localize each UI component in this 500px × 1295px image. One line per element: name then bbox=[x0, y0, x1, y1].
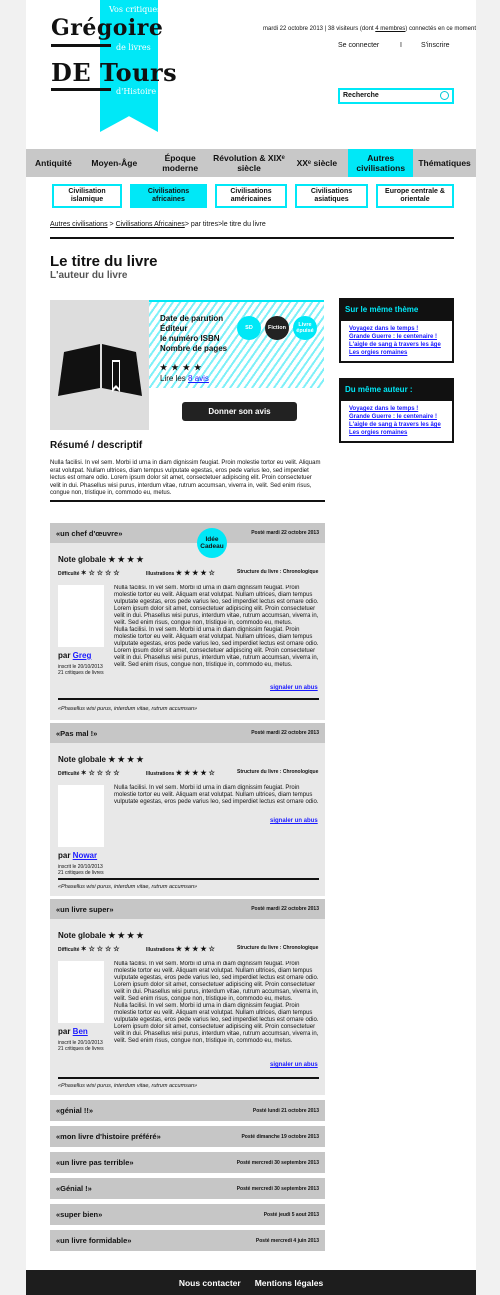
review-structure: Structure du livre : Chronologique bbox=[237, 569, 319, 575]
legal-link[interactable]: Mentions légales bbox=[254, 1277, 324, 1288]
badge-epuise: Livre épuisé bbox=[293, 316, 317, 340]
main-nav bbox=[26, 149, 476, 177]
same-author-title: Du même auteur : bbox=[341, 380, 452, 401]
nav-item-antiquite[interactable]: Antiquité bbox=[35, 158, 72, 168]
nav-item-moyen-age[interactable]: Moyen-Âge bbox=[91, 158, 138, 168]
detail-pages: Nombre de pages bbox=[160, 344, 228, 353]
user-link-nowar[interactable]: Nowar bbox=[72, 851, 98, 860]
summary-heading: Résumé / descriptif bbox=[50, 440, 143, 451]
review-score: Note globale ★ ★ ★ ★ bbox=[58, 555, 144, 564]
review-score: Note globale ★ ★ ★ ★ bbox=[58, 755, 144, 764]
review-card-2 bbox=[50, 723, 325, 896]
review-text: Nulla facilisi. In vel sem. Morbi id urna in diam dignissim feugiat. Proin molestie tortor eu velit. Aliquam erat volutpat. Nullam ultrices, diam tempus vulputate egestas, eros pede varius leo, sed imperdiet lectus est ornare odio. bbox=[114, 785, 319, 805]
review-quote: «Phasellus wisi purus, interdum vitae, rutrum accumsan» bbox=[58, 884, 198, 890]
logo-line-1[interactable]: Grégoire bbox=[51, 15, 164, 41]
review-author: par Nowar bbox=[58, 851, 98, 860]
review-author: par Greg bbox=[58, 651, 92, 660]
review-member-since: inscrit le 20/10/2013 bbox=[58, 664, 103, 670]
nav-item-epoque-moderne[interactable]: Époque moderne bbox=[162, 153, 199, 173]
same-theme-box bbox=[339, 298, 454, 363]
report-abuse-link[interactable]: signaler un abus bbox=[270, 818, 318, 824]
report-abuse-link[interactable]: signaler un abus bbox=[270, 1062, 318, 1068]
review-difficulty: Difficulté ✶ ☆ ☆ ☆ ☆ bbox=[58, 770, 120, 777]
subnav-asiatiques[interactable]: Civilisations asiatiques bbox=[295, 184, 368, 208]
review-quote: «Phasellus wisi purus, interdum vitae, rutrum accumsan» bbox=[58, 706, 198, 712]
avatar bbox=[58, 961, 104, 1023]
review-date: Posté mardi 22 octobre 2013 bbox=[251, 530, 319, 536]
review-score: Note globale ★ ★ ★ ★ bbox=[58, 931, 144, 940]
review-card-1 bbox=[50, 523, 325, 720]
badge-fiction: Fiction bbox=[265, 316, 289, 340]
review-count: 21 critiques de livres bbox=[58, 1046, 104, 1052]
nav-item-revolution[interactable]: Révolution & XIXᵉ siècle bbox=[213, 153, 285, 173]
avatar bbox=[58, 785, 104, 847]
author-link-1[interactable]: Voyagez dans le temps ! bbox=[349, 406, 419, 412]
subnav-americaines[interactable]: Civilisations américaines bbox=[215, 184, 287, 208]
review-illustrations: Illustrations ★ ★ ★ ★ ☆ bbox=[146, 946, 215, 953]
user-link-greg[interactable]: Greg bbox=[72, 651, 92, 660]
review-title: «un chef d'œuvre» bbox=[56, 528, 123, 538]
review-structure: Structure du livre : Chronologique bbox=[237, 945, 319, 951]
logo-tagline-3: d'Histoire bbox=[116, 87, 157, 96]
contact-link[interactable]: Nous contacter bbox=[178, 1277, 241, 1288]
review-divider bbox=[58, 1077, 319, 1079]
read-reviews-link[interactable]: 8 avis bbox=[188, 374, 209, 383]
detail-editor: Éditeur bbox=[160, 324, 188, 333]
logo-bar-2 bbox=[51, 88, 111, 91]
review-member-since: inscrit le 20/10/2013 bbox=[58, 1040, 103, 1046]
footer bbox=[26, 1270, 476, 1295]
review-count: 21 critiques de livres bbox=[58, 870, 104, 876]
nav-item-autres-civilisations[interactable]: Autres civilisations bbox=[348, 149, 413, 177]
review-date: Posté mardi 22 octobre 2013 bbox=[251, 730, 319, 736]
review-count: 21 critiques de livres bbox=[58, 670, 104, 676]
review-title: «un livre super» bbox=[56, 904, 114, 914]
subnav-europe[interactable]: Europe centrale & orientale bbox=[376, 184, 454, 208]
logo-bar-1 bbox=[51, 44, 111, 47]
book-title: Le titre du livre bbox=[50, 253, 158, 270]
search-input[interactable]: Recherche bbox=[338, 88, 454, 104]
breadcrumb-divider bbox=[50, 237, 454, 239]
logo-tagline-1: Vos critiques bbox=[109, 5, 162, 14]
summary-text: Nulla facilisi. In vel sem. Morbi id urna in diam dignissim feugiat. Proin molestie tortor eu velit. Aliquam erat volutpat. Nullam ultrices, diam tempus vulputate egestas, eros pede varius leo, sed imperdiet lectus est ornare odio. Lorem ipsum dolor sit amet, consectetuer adipiscing elit. Proin consectetuer velit in dui. Phasellus wisi purus, interdum vitae, rutrum accumsan, viverra in, velit. Sed enim risus, congue non, tristique in, commodo eu, metus. bbox=[50, 460, 321, 496]
author-link-3[interactable]: L'aigle de sang à travers les âge bbox=[349, 422, 441, 428]
book-author: L'auteur du livre bbox=[50, 270, 128, 281]
review-text: Nulla facilisi. In vel sem. Morbi id urna in diam dignissim feugiat. Proin molestie tortor eu velit. Aliquam erat volutpat. Nullam ultrices, diam tempus vulputate egestas, eros pede varius leo, sed imperdiet lectus est ornare odio. Lorem ipsum dolor sit amet, consectetuer adipiscing elit. Proin consectetuer velit in dui. Phasellus wisi purus, interdum vitae, rutrum accumsan, viverra in, velit. Sed enim risus, congue non, tristique in, commodo eu, metus. Nulla facilisi. In vel sem. Morbi id urna in diam dignissim feugiat. Proin molestie tortor eu velit. Aliquam erat volutpat. Nullam ultrices, diam tempus vulputate egestas, eros pede varius leo, sed imperdiet lectus est ornare odio. Lorem ipsum dolor sit amet, consectetuer adipiscing elit. Proin consectetuer velit in dui. Phasellus wisi purus, interdum vitae, rutrum accumsan, viverra in, velit. Sed enim risus, congue non, tristique in, commodo eu, metus. bbox=[114, 961, 319, 1044]
author-link-4[interactable]: Les orgies romaines bbox=[349, 430, 408, 436]
book-icon bbox=[50, 300, 149, 430]
breadcrumb: Autres civilisations > Civilisations Africaines> par titres>le titre du livre bbox=[50, 221, 266, 228]
detail-date: Date de parution bbox=[160, 314, 224, 323]
review-header bbox=[50, 723, 325, 743]
report-abuse-link[interactable]: signaler un abus bbox=[270, 685, 318, 691]
avatar bbox=[58, 585, 104, 647]
review-header bbox=[50, 899, 325, 919]
visitor-info: mardi 22 octobre 2013 | 38 visiteurs (dont 4 membres) connectés en ce moment bbox=[262, 26, 476, 32]
author-link-2[interactable]: Grande Guerre : le centenaire ! bbox=[349, 414, 438, 420]
review-illustrations: Illustrations ★ ★ ★ ★ ☆ bbox=[146, 770, 215, 777]
breadcrumb-link-africaines[interactable]: Civilisations Africaines bbox=[115, 221, 185, 228]
review-date: Posté mardi 22 octobre 2013 bbox=[251, 906, 319, 912]
review-collapsed-3[interactable]: «un livre pas terrible» Posté mercredi 30 septembre 2013 bbox=[50, 1152, 325, 1173]
nav-item-xx-siecle[interactable]: XXᵉ siècle bbox=[296, 158, 338, 168]
detail-isbn: le numéro ISBN bbox=[160, 334, 220, 343]
review-title: «Pas mal !» bbox=[56, 728, 98, 738]
review-author: par Ben bbox=[58, 1027, 88, 1036]
logo-tagline-2: de livres bbox=[116, 43, 151, 52]
theme-link-1[interactable]: Voyagez dans le temps ! bbox=[349, 326, 419, 332]
review-header bbox=[50, 523, 325, 543]
signup-link[interactable]: S'inscrire bbox=[421, 42, 450, 49]
badge-sd: SD bbox=[237, 316, 261, 340]
review-divider bbox=[58, 698, 319, 700]
book-cover bbox=[50, 300, 149, 430]
book-rating-stars: ★ ★ ★ ★ bbox=[160, 363, 203, 372]
subnav-africaines[interactable]: Civilisations africaines bbox=[130, 184, 207, 208]
review-divider bbox=[58, 878, 319, 880]
theme-link-2[interactable]: Grande Guerre : le centenaire ! bbox=[349, 334, 438, 340]
header-separator: I bbox=[400, 42, 402, 49]
review-card-3 bbox=[50, 899, 325, 1095]
same-theme-title: Sur le même thème bbox=[341, 300, 452, 321]
breadcrumb-link-autres[interactable]: Autres civilisations bbox=[50, 221, 108, 228]
login-link[interactable]: Se connecter bbox=[338, 42, 380, 49]
logo-line-2[interactable]: DE Tours bbox=[51, 58, 178, 87]
review-quote: «Phasellus wisi purus, interdum vitae, rutrum accumsan» bbox=[58, 1083, 198, 1089]
review-difficulty: Difficulté ✶ ☆ ☆ ☆ ☆ bbox=[58, 570, 120, 577]
review-collapsed-2[interactable]: «mon livre d'histoire préféré» Posté dimanche 19 octobre 2013 bbox=[50, 1126, 325, 1147]
review-difficulty: Difficulté ✶ ☆ ☆ ☆ ☆ bbox=[58, 946, 120, 953]
review-illustrations: Illustrations ★ ★ ★ ★ ☆ bbox=[146, 570, 215, 577]
same-author-box bbox=[339, 378, 454, 443]
review-collapsed-5[interactable]: «super bien» Posté jeudi 5 aout 2013 bbox=[50, 1204, 325, 1225]
review-collapsed-4[interactable]: «Génial !» Posté mercredi 30 septembre 2013 bbox=[50, 1178, 325, 1199]
theme-link-4[interactable]: Les orgies romaines bbox=[349, 350, 408, 356]
nav-item-thematiques[interactable]: Thématiques bbox=[418, 158, 471, 168]
summary-divider bbox=[50, 500, 325, 502]
gift-idea-badge: Idée Cadeau bbox=[197, 528, 227, 558]
review-collapsed-6[interactable]: «un livre formidable» Posté mercredi 4 juin 2013 bbox=[50, 1230, 325, 1251]
review-text: Nulla facilisi. In vel sem. Morbi id urna in diam dignissim feugiat. Proin molestie tortor eu velit. Aliquam erat volutpat. Nullam ultrices, diam tempus vulputate egestas, eros pede varius leo, sed imperdiet lectus est ornare odio. Lorem ipsum dolor sit amet, consectetuer adipiscing elit. Proin consectetuer velit in dui. Phasellus wisi purus, interdum vitae, rutrum accumsan, viverra in, velit. Sed enim risus, congue non, tristique in, commodo eu, metus. Nulla facilisi. In vel sem. Morbi id urna in diam dignissim feugiat. Proin molestie tortor eu velit. Aliquam erat volutpat. Nullam ultrices, diam tempus vulputate egestas, eros pede varius leo, sed imperdiet lectus est ornare odio. Lorem ipsum dolor sit amet, consectetuer adipiscing elit. Proin consectetuer velit in dui. Phasellus wisi purus, interdum vitae, rutrum accumsan, viverra in, velit. Sed enim risus, congue non, tristique in, commodo eu, metus. bbox=[114, 585, 319, 668]
review-collapsed-1[interactable]: «génial !!» Posté lundi 21 octobre 2013 bbox=[50, 1100, 325, 1121]
user-link-ben[interactable]: Ben bbox=[72, 1027, 88, 1036]
subnav-islamique[interactable]: Civilisation islamique bbox=[52, 184, 122, 208]
review-member-since: inscrit le 20/10/2013 bbox=[58, 864, 103, 870]
review-structure: Structure du livre : Chronologique bbox=[237, 769, 319, 775]
give-review-button[interactable]: Donner son avis bbox=[182, 402, 297, 421]
search-icon[interactable] bbox=[440, 91, 449, 100]
read-reviews: Lire les 8 avis bbox=[160, 374, 209, 383]
theme-link-3[interactable]: L'aigle de sang à travers les âge bbox=[349, 342, 441, 348]
